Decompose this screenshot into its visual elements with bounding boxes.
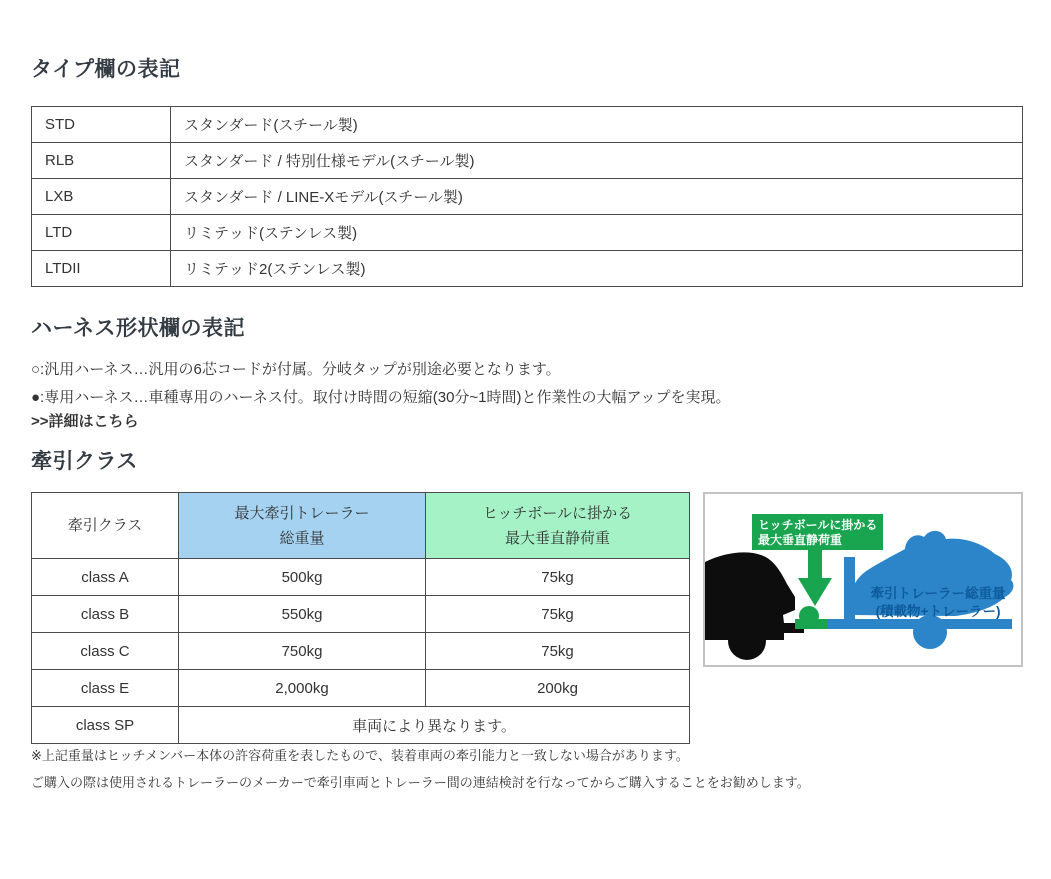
class-name: class E	[32, 670, 179, 707]
harness-dedicated-line: ●:専用ハーネス…車種専用のハーネス付。取付け時間の短縮(30分~1時間)と作業性の大幅アップを実現。	[31, 389, 731, 406]
towing-class-table	[31, 492, 690, 744]
type-description: スタンダード(スチール製)	[171, 107, 1023, 143]
table-row	[32, 251, 1023, 287]
table-row-sp	[32, 707, 690, 744]
hitch-ball-load-column-header	[426, 493, 690, 559]
trailer-weight-label-line1: 牽引トレーラー総重量	[870, 586, 1006, 601]
table-row	[32, 596, 690, 633]
ball-load-value: 75kg	[426, 596, 690, 633]
towing-class-column-header	[32, 493, 179, 559]
table-row	[32, 670, 690, 707]
down-arrow-shaft	[808, 549, 822, 580]
max-trailer-weight-column-header	[179, 493, 426, 559]
header-label-line: ヒッチボールに掛かる	[482, 504, 633, 522]
header-label-line: 最大垂直静荷重	[504, 529, 610, 547]
ball-label-line2: 最大垂直静荷重	[758, 533, 843, 547]
table-row	[32, 143, 1023, 179]
type-code: STD	[32, 107, 171, 143]
type-code: RLB	[32, 143, 171, 179]
purchase-footnote: ご購入の際は使用されるトレーラーのメーカーで牽引車両とトレーラー間の連結検討を行なってからご購入することをお勧めします。	[31, 775, 810, 790]
class-name: class A	[32, 559, 179, 596]
header-label-line: 総重量	[279, 529, 325, 547]
type-description: スタンダード / LINE-Xモデル(スチール製)	[171, 179, 1023, 215]
hitch-ball	[799, 606, 819, 626]
table-row	[32, 107, 1023, 143]
max-weight-value: 550kg	[179, 596, 426, 633]
sp-note: 車両により異なります。	[179, 707, 690, 744]
towing-class-heading: 牽引クラス	[31, 450, 138, 473]
table-row	[32, 559, 690, 596]
type-description: リミテッド(ステンレス製)	[171, 215, 1023, 251]
ball-load-value: 200kg	[426, 670, 690, 707]
trailer-wheel	[913, 615, 947, 649]
type-code: LTDII	[32, 251, 171, 287]
max-weight-value: 2,000kg	[179, 670, 426, 707]
weight-footnote: ※上記重量はヒッチメンバー本体の許容荷重を表したもので、装着車両の牽引能力と一致しない場合があります。	[31, 748, 689, 763]
max-weight-value: 500kg	[179, 559, 426, 596]
type-notation-heading: タイプ欄の表記	[31, 58, 181, 81]
ball-load-value: 75kg	[426, 559, 690, 596]
detail-link[interactable]: >>詳細はこちら	[31, 413, 139, 430]
type-description: リミテッド2(ステンレス製)	[171, 251, 1023, 287]
trailer-weight-label-line2: (積載物+トレーラー)	[875, 604, 1001, 619]
class-name: class C	[32, 633, 179, 670]
table-row	[32, 179, 1023, 215]
table-row	[32, 633, 690, 670]
harness-notation-heading: ハーネス形状欄の表記	[31, 317, 245, 340]
type-description: スタンダード / 特別仕様モデル(スチール製)	[171, 143, 1023, 179]
ball-load-value: 75kg	[426, 633, 690, 670]
table-row	[32, 215, 1023, 251]
harness-generic-line: ○:汎用ハーネス…汎用の6芯コードが付属。分岐タップが別途必要となります。	[31, 361, 561, 378]
header-label-line: 最大牽引トレーラー	[234, 504, 370, 522]
towing-illustration	[703, 492, 1023, 667]
class-name: class B	[32, 596, 179, 633]
type-code: LTD	[32, 215, 171, 251]
table-header-row	[32, 493, 690, 559]
max-weight-value: 750kg	[179, 633, 426, 670]
class-name: class SP	[32, 707, 179, 744]
type-notation-table	[31, 106, 1023, 287]
ball-label-line1: ヒッチボールに掛かる	[758, 518, 878, 532]
header-label: 牽引クラス	[67, 517, 143, 534]
type-code: LXB	[32, 179, 171, 215]
